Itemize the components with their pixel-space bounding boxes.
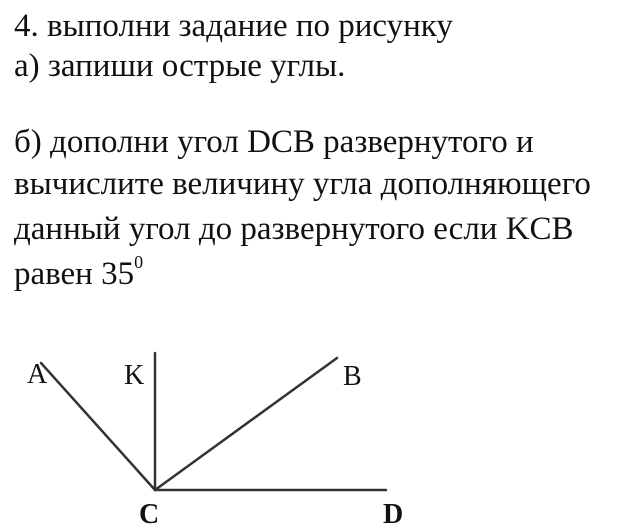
task-part-a: а) запиши острые углы.: [14, 48, 346, 84]
task-text: [14, 6, 639, 297]
task-heading: 4. выполни задание по рисунку: [14, 8, 453, 44]
task-part-b: [14, 122, 639, 297]
task-part-b-last: равен 35: [14, 256, 135, 292]
point-label-k: K: [124, 360, 145, 391]
task-part-b-line-2: вычислите величину угла дополняющего: [14, 166, 591, 202]
point-label-c: C: [139, 499, 160, 530]
degree-mark: 0: [134, 252, 144, 272]
point-label-a: A: [27, 359, 48, 390]
task-part-b-line-1: б) дополни угол DCB развернутого и: [14, 124, 534, 160]
point-label-b: B: [343, 361, 362, 392]
task-part-b-line-3: данный угол до развернутого если KCB: [14, 211, 574, 247]
ray-cb: [155, 358, 337, 490]
task-part-b-line-4: [14, 252, 639, 297]
point-label-d: D: [383, 499, 404, 530]
paragraph-gap: [14, 86, 639, 122]
angle-diagram: [0, 340, 643, 530]
angle-figure: [0, 340, 643, 530]
